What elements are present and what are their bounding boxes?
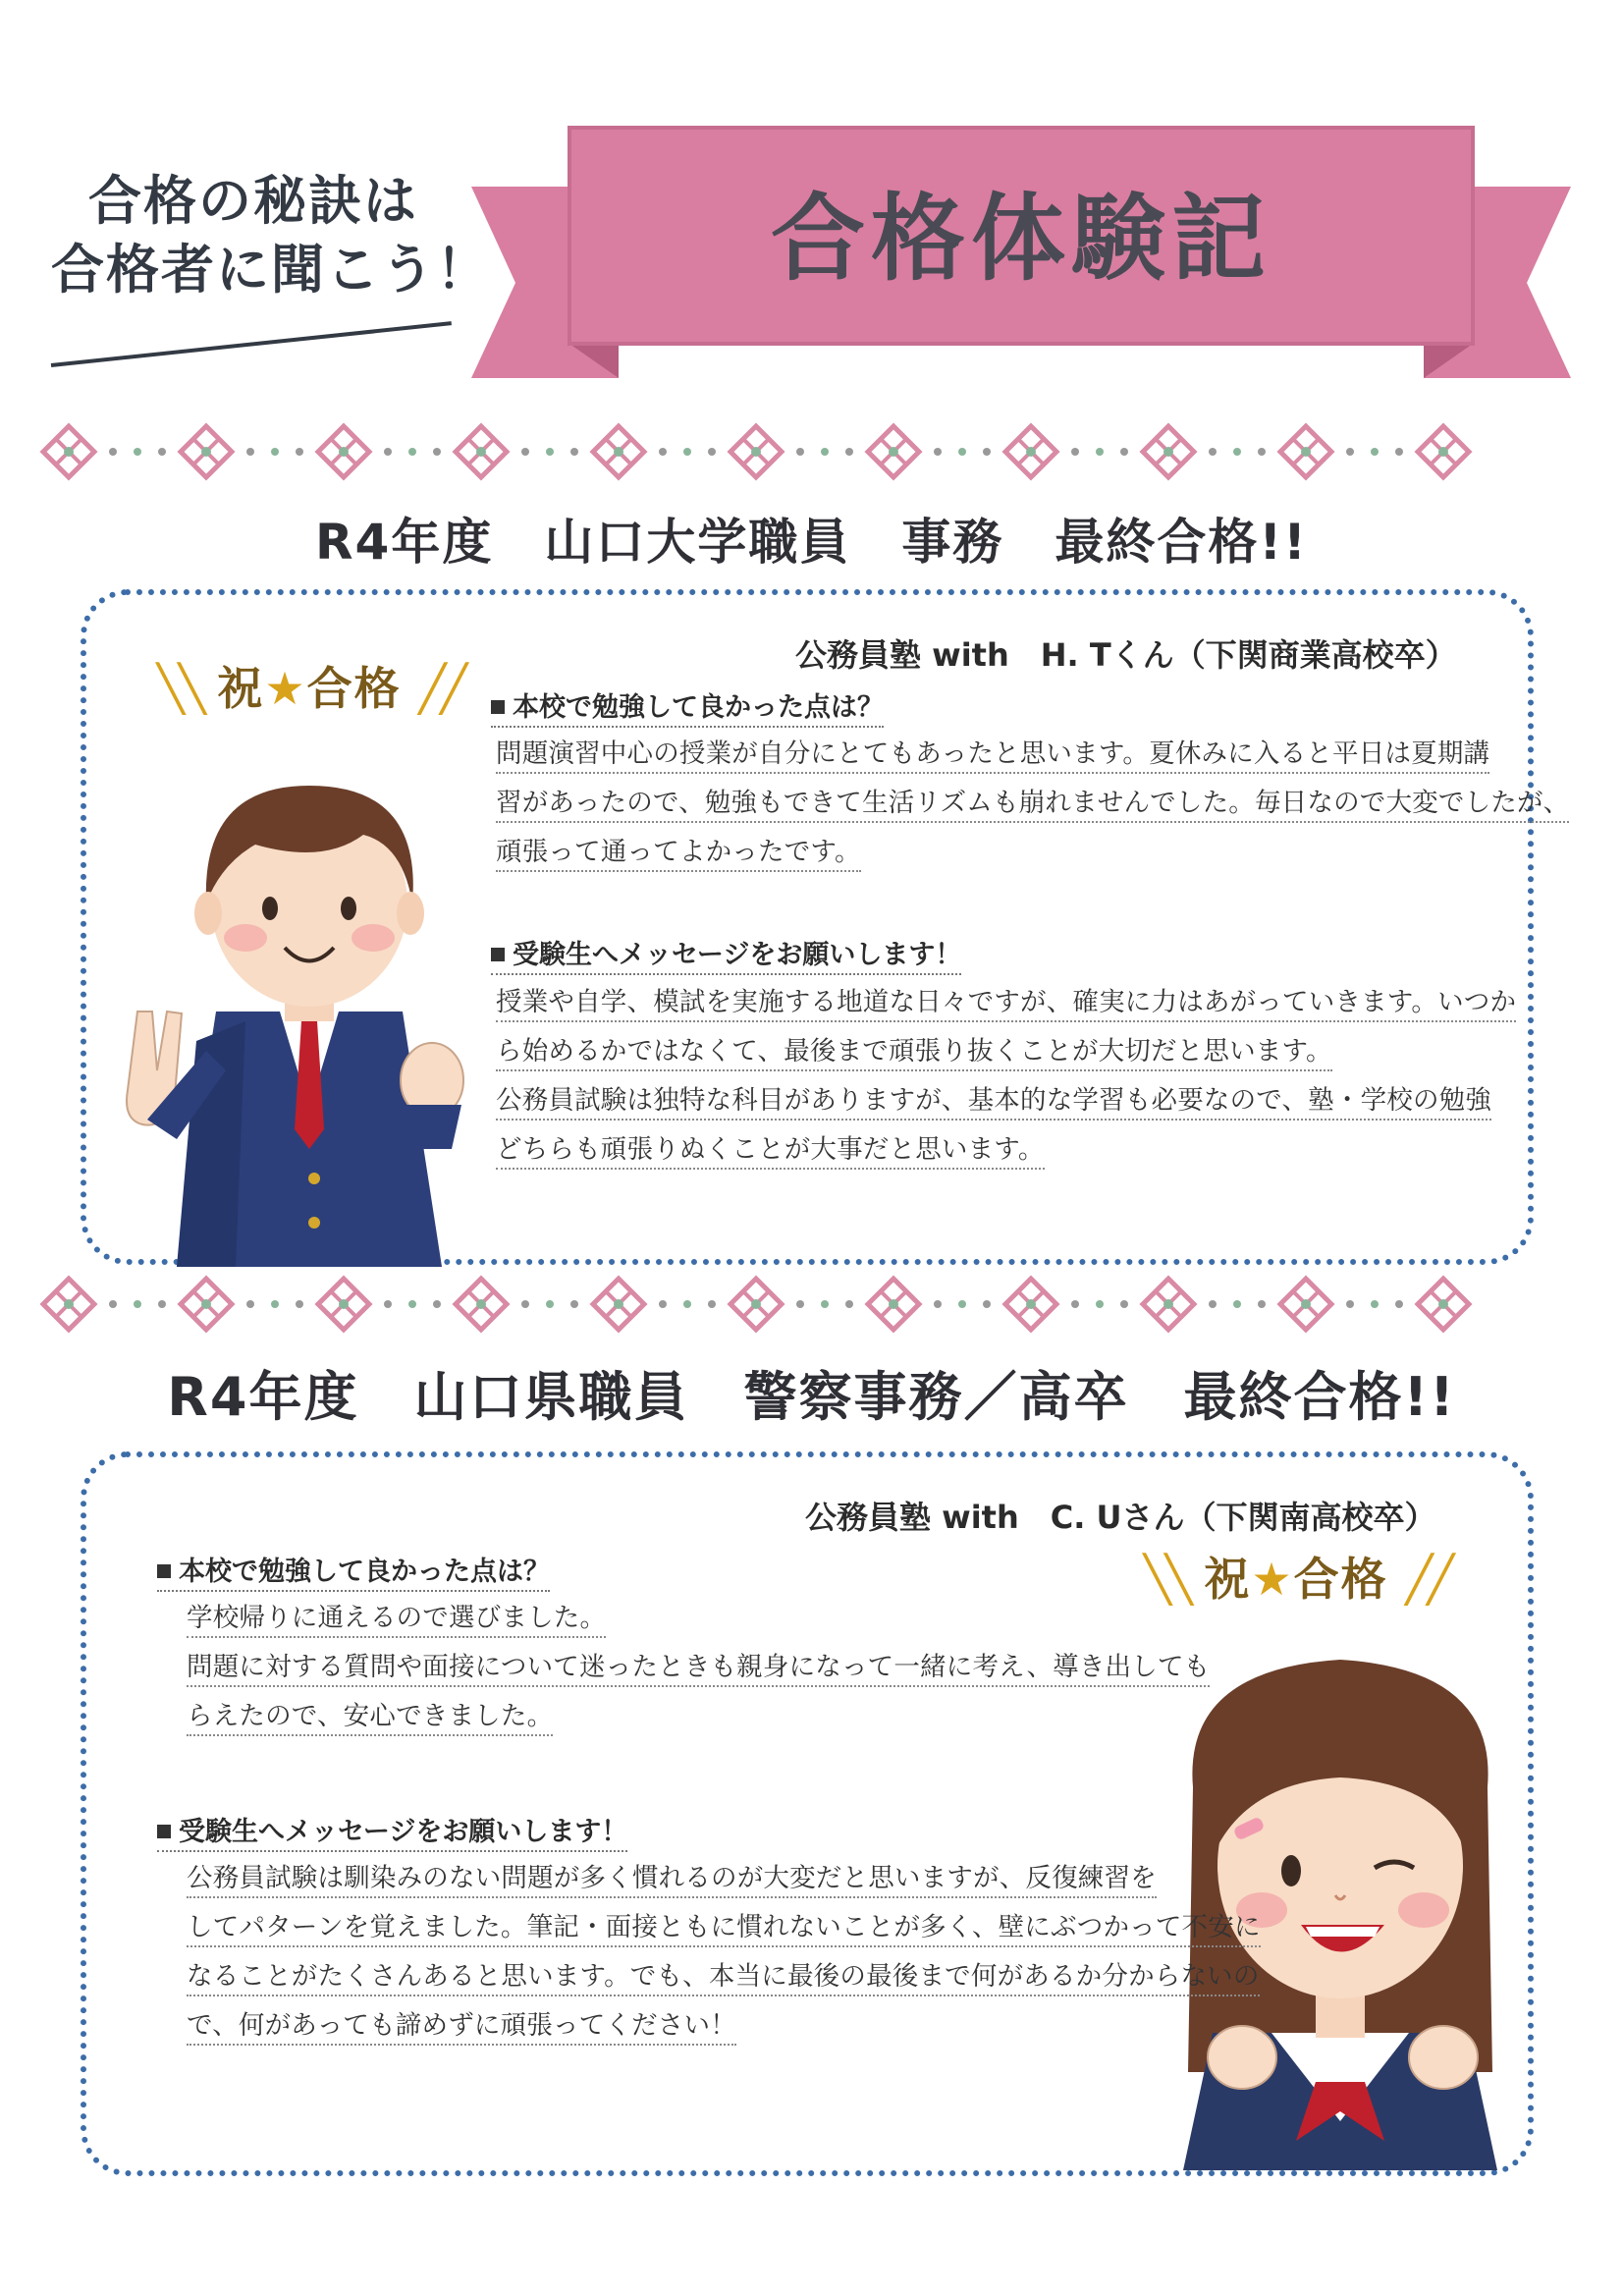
congrats-badge	[157, 653, 461, 718]
answer-line: ら始めるかではなくて、最後まで頑張り抜くことが大切だと思います。	[496, 1029, 1332, 1071]
section-heading: R4年度 山口大学職員 事務 最終合格!!	[315, 514, 1308, 571]
answer-line: 問題に対する質問や面接について迷ったときも親身になって一緒に考え、導き出しても	[187, 1645, 1210, 1687]
lattice-motif-icon	[181, 426, 232, 477]
divider-dot	[1233, 448, 1241, 456]
divider-dot	[271, 448, 279, 456]
badge-text-right: 合格	[306, 662, 402, 715]
divider-dot	[246, 448, 254, 456]
bullet-square-icon	[157, 1825, 171, 1838]
badge-text-left: 祝	[1204, 1553, 1252, 1606]
divider-dot	[958, 1300, 966, 1308]
student-attribution: 公務員塾 with C. Uさん（下関南高校卒）	[805, 1499, 1436, 1536]
lattice-motif-icon	[43, 426, 94, 477]
question-heading	[491, 685, 884, 728]
divider-dot	[296, 1300, 303, 1308]
answer-line: 学校帰りに通えるので選びました。	[187, 1596, 606, 1638]
lattice-motif-icon	[730, 426, 782, 477]
lattice-motif-icon	[318, 426, 369, 477]
divider-dot	[796, 448, 804, 456]
lattice-motif-icon	[868, 426, 919, 477]
divider-dot	[570, 448, 578, 456]
answer-line: してパターンを覚えました。筆記・面接ともに慣れないことが多く、壁にぶつかって不安に	[187, 1905, 1261, 1947]
divider-dot	[384, 448, 392, 456]
answer-line: 公務員試験は馴染みのない問題が多く慣れるのが大変だと思いますが、反復練習を	[187, 1856, 1157, 1898]
answer-line: 公務員試験は独特な科目がありますが、基本的な学習も必要なので、塾・学校の勉強	[496, 1078, 1491, 1121]
question-heading	[157, 1550, 550, 1592]
lattice-motif-icon	[1418, 426, 1469, 477]
slogan-line-1: 合格の秘訣は	[88, 170, 418, 232]
lattice-motif-icon	[181, 1279, 232, 1330]
divider-dot	[821, 448, 829, 456]
decorative-divider	[39, 417, 1591, 486]
divider-motif-row	[39, 1270, 1591, 1339]
lattice-motif-icon	[456, 426, 507, 477]
badge-text-left: 祝	[217, 662, 265, 715]
student-attribution: 公務員塾 with H. Tくん（下関商業高校卒）	[795, 636, 1457, 674]
lattice-motif-icon	[593, 1279, 644, 1330]
lattice-motif-icon	[593, 426, 644, 477]
divider-dot	[708, 448, 716, 456]
lattice-motif-icon	[1280, 426, 1331, 477]
divider-dot	[570, 1300, 578, 1308]
divider-dot	[546, 1300, 554, 1308]
divider-dot	[659, 1300, 667, 1308]
divider-dot	[433, 1300, 441, 1308]
answer-line: 問題演習中心の授業が自分にとてもあったと思います。夏休みに入ると平日は夏期講	[496, 732, 1489, 774]
divider-dot	[158, 448, 166, 456]
slogan-underline	[51, 321, 452, 367]
divider-dot	[134, 448, 141, 456]
divider-dot	[796, 1300, 804, 1308]
divider-dot	[934, 1300, 942, 1308]
lattice-motif-icon	[318, 1279, 369, 1330]
divider-dot	[821, 1300, 829, 1308]
badge-text-right: 合格	[1293, 1553, 1388, 1606]
question-heading	[157, 1810, 627, 1852]
boy-student-illustration	[108, 717, 520, 1267]
divider-dot	[1120, 448, 1128, 456]
divider-dot	[546, 448, 554, 456]
divider-dot	[1258, 448, 1266, 456]
divider-dot	[958, 448, 966, 456]
divider-dot	[1096, 1300, 1104, 1308]
divider-dot	[521, 1300, 529, 1308]
divider-dot	[683, 448, 691, 456]
answer-line: どちらも頑張りぬくことが大事だと思います。	[496, 1127, 1045, 1170]
divider-dot	[983, 1300, 991, 1308]
divider-dot	[1395, 1300, 1403, 1308]
girl-student-illustration	[1154, 1611, 1527, 2170]
divider-dot	[1371, 1300, 1379, 1308]
lattice-motif-icon	[1418, 1279, 1469, 1330]
lattice-motif-icon	[1280, 1279, 1331, 1330]
divider-motif-row	[39, 417, 1591, 486]
divider-dot	[1258, 1300, 1266, 1308]
divider-dot	[521, 448, 529, 456]
lattice-motif-icon	[868, 1279, 919, 1330]
divider-dot	[1209, 448, 1217, 456]
divider-dot	[1120, 1300, 1128, 1308]
lattice-motif-icon	[1005, 426, 1056, 477]
lattice-motif-icon	[730, 1279, 782, 1330]
divider-dot	[1071, 448, 1079, 456]
divider-dot	[983, 448, 991, 456]
answer-line: 頑張って通ってよかったです。	[496, 830, 861, 872]
divider-dot	[659, 448, 667, 456]
question-text: 本校で勉強して良かった点は？	[513, 692, 884, 723]
question-heading	[491, 933, 961, 975]
burst-lines-right-icon: ╱╱	[1405, 1553, 1449, 1606]
divider-dot	[158, 1300, 166, 1308]
divider-dot	[408, 1300, 416, 1308]
star-icon: ★	[264, 662, 307, 715]
divider-dot	[109, 1300, 117, 1308]
slogan-line-2: 合格者に聞こう！	[51, 239, 491, 301]
lattice-motif-icon	[43, 1279, 94, 1330]
answer-line: 授業や自学、模試を実施する地道な日々ですが、確実に力はあがっていきます。いつか	[496, 980, 1516, 1022]
answer-line: らえたので、安心できました。	[187, 1694, 553, 1736]
question-text: 受験生へメッセージをお願いします！	[513, 940, 962, 970]
divider-dot	[1209, 1300, 1217, 1308]
divider-dot	[408, 448, 416, 456]
divider-dot	[433, 448, 441, 456]
burst-lines-right-icon: ╱╱	[418, 662, 462, 715]
divider-dot	[1346, 1300, 1354, 1308]
divider-dot	[683, 1300, 691, 1308]
lattice-motif-icon	[1143, 426, 1194, 477]
divider-dot	[109, 448, 117, 456]
divider-dot	[845, 1300, 853, 1308]
divider-dot	[934, 448, 942, 456]
divider-dot	[1071, 1300, 1079, 1308]
congrats-badge	[1144, 1544, 1448, 1609]
title-ribbon	[471, 118, 1571, 393]
divider-dot	[246, 1300, 254, 1308]
divider-dot	[384, 1300, 392, 1308]
divider-dot	[1096, 448, 1104, 456]
slogan	[51, 167, 491, 304]
burst-lines-left-icon: ╲╲	[157, 662, 200, 715]
lattice-motif-icon	[1143, 1279, 1194, 1330]
divider-dot	[134, 1300, 141, 1308]
bullet-square-icon	[491, 948, 505, 961]
section-heading: R4年度 山口県職員 警察事務／高卒 最終合格!!	[167, 1366, 1456, 1428]
divider-dot	[1371, 448, 1379, 456]
burst-lines-left-icon: ╲╲	[1144, 1553, 1187, 1606]
page-title: 合格体験記	[771, 183, 1271, 294]
answer-line: 習があったので、勉強もできて生活リズムも崩れませんでした。毎日なので大変でしたが、	[496, 781, 1569, 823]
lattice-motif-icon	[1005, 1279, 1056, 1330]
bullet-square-icon	[157, 1564, 171, 1578]
question-text: 受験生へメッセージをお願いします！	[179, 1817, 628, 1847]
divider-dot	[845, 448, 853, 456]
lattice-motif-icon	[456, 1279, 507, 1330]
star-icon: ★	[1251, 1553, 1294, 1606]
answer-line: なることがたくさんあると思います。でも、本当に最後の最後まで何があるか分からないの	[187, 1954, 1260, 1996]
answer-line: で、何があっても諦めずに頑張ってください！	[187, 2003, 736, 2046]
divider-dot	[296, 448, 303, 456]
divider-dot	[271, 1300, 279, 1308]
divider-dot	[1233, 1300, 1241, 1308]
bullet-square-icon	[491, 700, 505, 714]
divider-dot	[1346, 448, 1354, 456]
divider-dot	[708, 1300, 716, 1308]
decorative-divider	[39, 1270, 1591, 1339]
divider-dot	[1395, 448, 1403, 456]
question-text: 本校で勉強して良かった点は？	[179, 1557, 550, 1587]
